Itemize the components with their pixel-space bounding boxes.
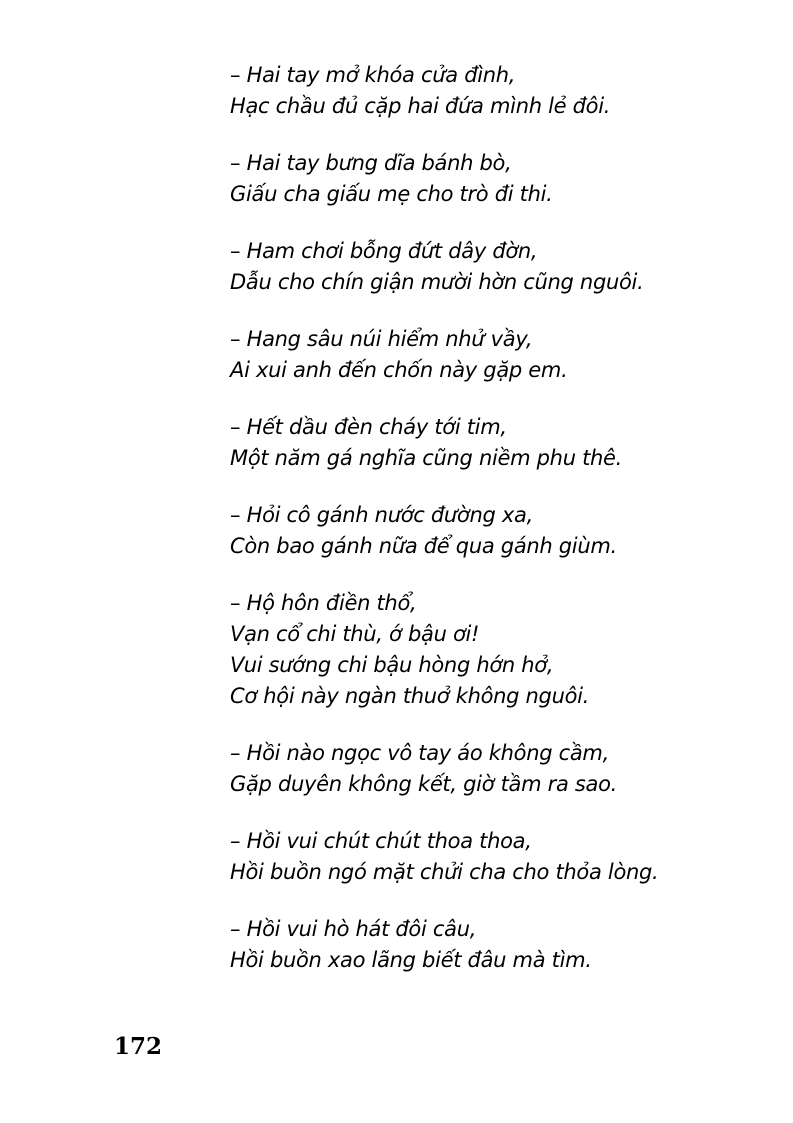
poem-column bbox=[230, 60, 770, 1002]
verse-line: – Hang sâu núi hiểm nhử vầy, bbox=[230, 327, 533, 351]
stanza-6 bbox=[230, 500, 770, 562]
stanza-2 bbox=[230, 148, 770, 210]
verse-line: Dẫu cho chín giận mười hờn cũng nguôi. bbox=[230, 270, 644, 294]
verse-line: – Hai tay mở khóa cửa đình, bbox=[230, 63, 516, 87]
verse-line: – Hồi vui chút chút thoa thoa, bbox=[230, 829, 532, 853]
stanza-9 bbox=[230, 826, 770, 888]
verse-line: Hồi buồn ngó mặt chửi cha cho thỏa lòng. bbox=[230, 860, 659, 884]
verse-line: – Hồi nào ngọc vô tay áo không cầm, bbox=[230, 741, 609, 765]
stanza-3 bbox=[230, 236, 770, 298]
stanza-5 bbox=[230, 412, 770, 474]
verse-line: – Ham chơi bỗng đứt dây đờn, bbox=[230, 239, 538, 263]
verse-line: Vạn cổ chi thù, ớ bậu ơi! bbox=[230, 622, 480, 646]
verse-line: – Hộ hôn điền thổ, bbox=[230, 591, 417, 615]
verse-line: – Hồi vui hò hát đôi câu, bbox=[230, 917, 477, 941]
stanza-4 bbox=[230, 324, 770, 386]
page-number: 172 bbox=[114, 1033, 163, 1060]
verse-line: – Hai tay bưng dĩa bánh bò, bbox=[230, 151, 512, 175]
stanza-7 bbox=[230, 588, 770, 712]
verse-line: – Hết dầu đèn cháy tới tim, bbox=[230, 415, 507, 439]
stanza-8 bbox=[230, 738, 770, 800]
stanza-1 bbox=[230, 60, 770, 122]
verse-line: Giấu cha giấu mẹ cho trò đi thi. bbox=[230, 182, 553, 206]
verse-line: Gặp duyên không kết, giờ tầm ra sao. bbox=[230, 772, 618, 796]
verse-line: Vui sướng chi bậu hòng hớn hở, bbox=[230, 653, 554, 677]
verse-line: Hạc chầu đủ cặp hai đứa mình lẻ đôi. bbox=[230, 94, 611, 118]
verse-line: – Hỏi cô gánh nước đường xa, bbox=[230, 503, 533, 527]
verse-line: Một năm gá nghĩa cũng niềm phu thê. bbox=[230, 446, 623, 470]
verse-line: Ai xui anh đến chốn này gặp em. bbox=[230, 358, 568, 382]
verse-line: Cơ hội này ngàn thuở không nguôi. bbox=[230, 684, 590, 708]
verse-line: Còn bao gánh nữa để qua gánh giùm. bbox=[230, 534, 617, 558]
stanza-10 bbox=[230, 914, 770, 976]
verse-line: Hồi buồn xao lãng biết đâu mà tìm. bbox=[230, 948, 592, 972]
